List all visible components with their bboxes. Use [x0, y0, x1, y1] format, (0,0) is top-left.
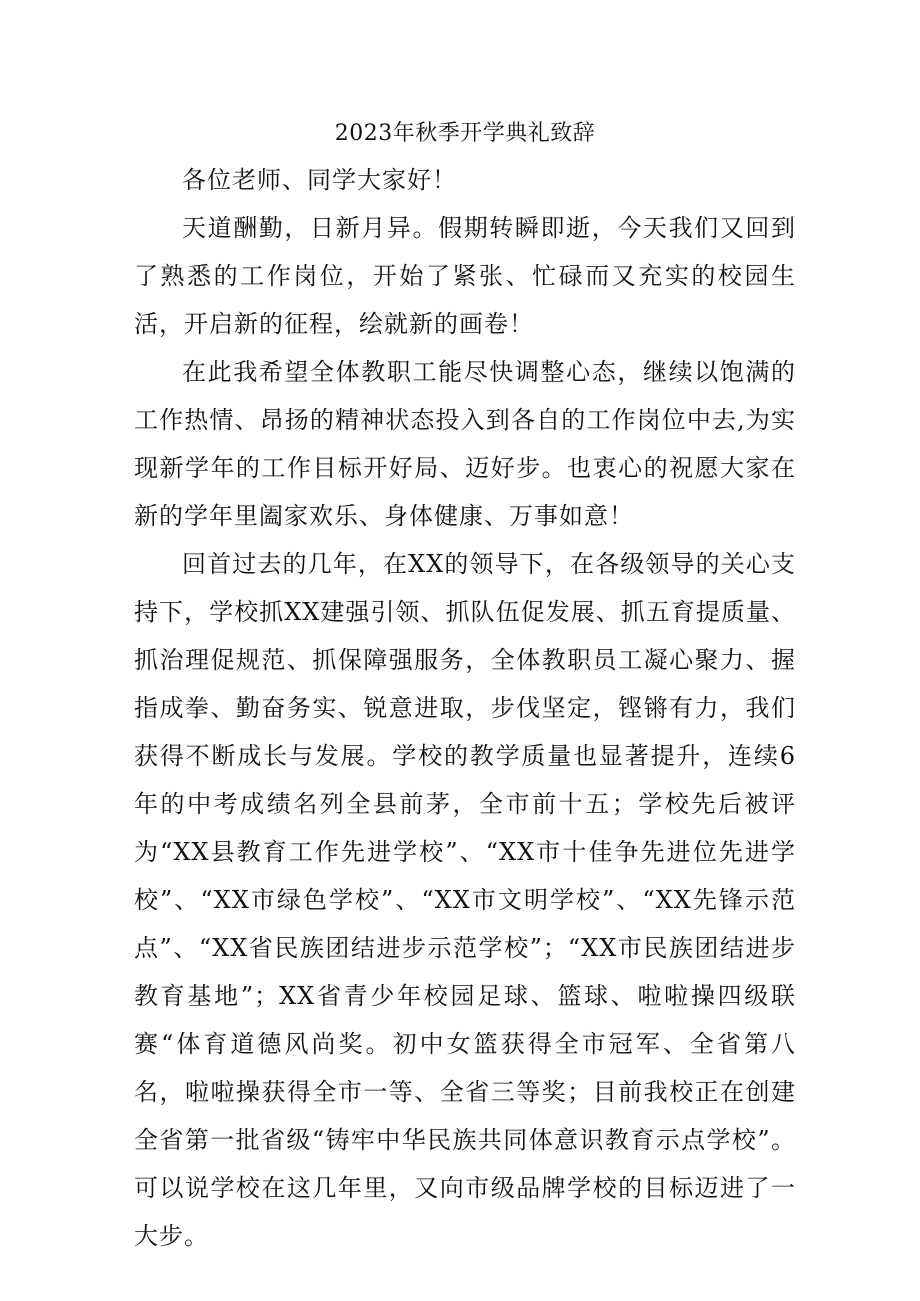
- paragraph-opening: 天道酬勤，日新月异。假期转瞬即逝，今天我们又回到了熟悉的工作岗位，开始了紧张、忙碌而又充实的校园生活，开启新的征程，绘就新的画卷！: [134, 214, 796, 338]
- paragraph-achievements: 回首过去的几年，在XX的领导下，在各级领导的关心支持下，学校抓XX建强引领、抓队伍促发展、抓五育提质量、抓治理促规范、抓保障强服务，全体教职员工凝心聚力、握指成拳、勤奋务实、锐意进取，步伐坚定，铿锵有力，我们获得不断成长与发展。学校的教学质量也显著提升，连续6年的中考成绩名列全县前茅，全市前十五；学校先后被评为“XX县教育工作先进学校”、“XX市十佳争先进位先进学校”、“XX市绿色学校”、“XX市文明学校”、“XX先锋示范点”、“XX省民族团结进步示范学校”；“XX市民族团结进步教育基地”；XX省青少年校园足球、篮球、啦啦操四级联赛“体育道德风尚奖。初中女篮获得全市冠军、全省第八名，啦啦操获得全市一等、全省三等奖；目前我校正在创建全省第一批省级“铸牢中华民族共同体意识教育示点学校”。可以说学校在这几年里，又向市级品牌学校的目标迈进了一大步。: [134, 550, 796, 1250]
- document-body: [134, 112, 796, 1260]
- document-title: 2023年秋季开学典礼致辞: [334, 121, 596, 146]
- paragraph-wishes: 在此我希望全体教职工能尽快调整心态，继续以饱满的工作热情、昂扬的精神状态投入到各自的工作岗位中去,为实现新学年的工作目标开好局、迈好步。也衷心的祝愿大家在新的学年里阖家欢乐、身体健康、万事如意！: [134, 358, 796, 530]
- greeting-line: 各位老师、同学大家好！: [182, 166, 457, 194]
